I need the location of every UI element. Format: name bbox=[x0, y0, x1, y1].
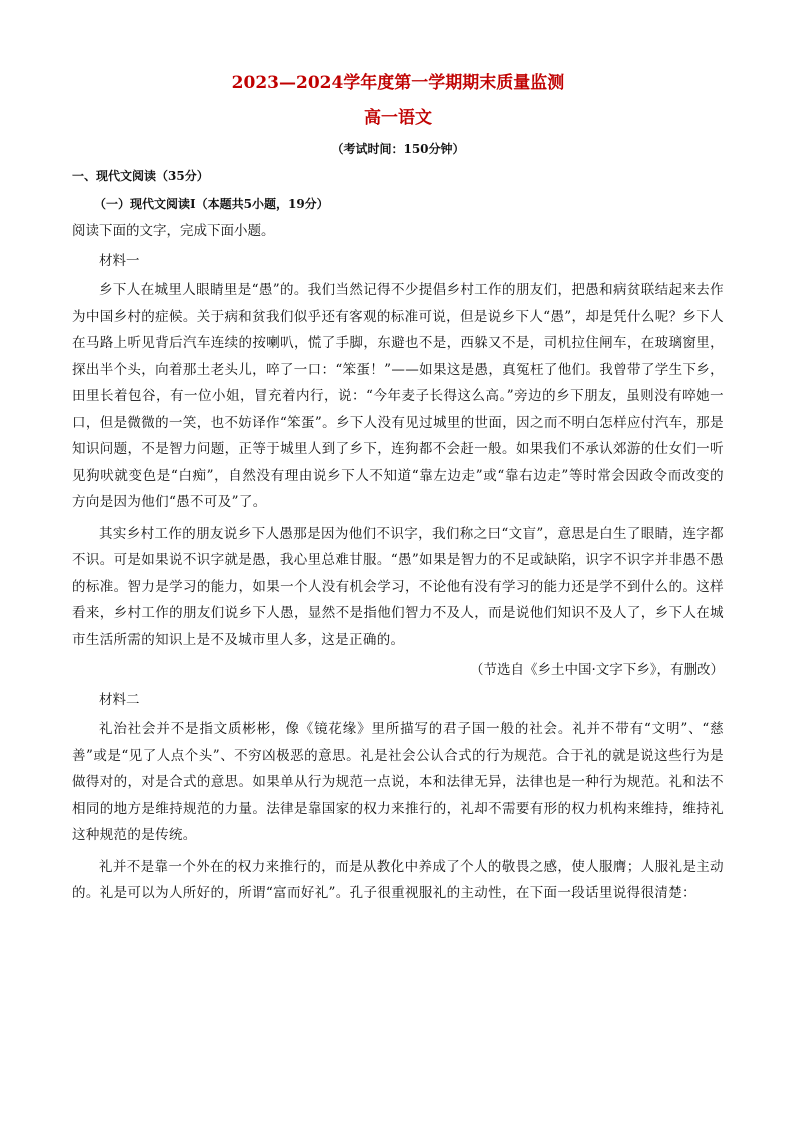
material-one-paragraph-1: 乡下人在城里人眼睛里是“愚”的。我们当然记得不少提倡乡村工作的朋友们，把愚和病贫联结起来去作为中国乡村的症候。关于病和贫我们似乎还有客观的标准可说，但是说乡下人“愚”，却是凭什么呢？乡下人在马路上听见背后汽车连续的按喇叭，慌了手脚，东避也不是，西躲又不是，司机拉住闸车，在玻璃窗里，探出半个头，向着那土老头儿，啐了一口：“笨蛋！”——如果这是愚，真冤枉了他们。我曾带了学生下乡，田里长着包谷，有一位小姐，冒充着内行，说：“今年麦子长得这么高。”旁边的乡下朋友，虽则没有啐她一口，但是微微的一笑，也不妨译作“笨蛋”。乡下人没有见过城里的世面，因之而不明白怎样应付汽车，那是知识问题，不是智力问题，正等于城里人到了乡下，连狗都不会赶一般。如果我们不承认郊游的仕女们一听见狗吠就变色是“白痴”，自然没有理由说乡下人不知道“靠左边走”或“靠右边走”等时常会因政令而改变的方向是因为他们“愚不可及”了。 bbox=[72, 282, 724, 510]
material-two-label: 材料二 bbox=[99, 692, 140, 708]
exam-time: （考试时间：150分钟） bbox=[331, 142, 465, 156]
subsection-heading: （一）现代文阅读Ⅰ（本题共5小题，19分） bbox=[94, 197, 329, 211]
document-title: 2023—2024学年度第一学期期末质量监测 bbox=[231, 73, 565, 93]
material-two-paragraph-2: 礼并不是靠一个外在的权力来推行的，而是从教化中养成了个人的敬畏之感，使人服膺；人服礼是主动的。礼是可以为人所好的，所谓“富而好礼”。孔子很重视服礼的主动性，在下面一段话里说得很清楚： bbox=[72, 858, 724, 901]
document-subtitle: 高一语文 bbox=[364, 108, 432, 128]
material-one-source: （节选自《乡土中国·文字下乡》，有删改） bbox=[469, 662, 724, 678]
material-one-paragraph-2: 其实乡村工作的朋友说乡下人愚那是因为他们不识字，我们称之曰“文盲”，意思是白生了眼睛，连字都不识。可是如果说不识字就是愚，我心里总难甘服。“愚”如果是智力的不足或缺陷，识字不识字并非愚不愚的标准。智力是学习的能力，如果一个人没有机会学习，不论他有没有学习的能力还是学不到什么的。这样看来，乡村工作的朋友们说乡下人愚，显然不是指他们智力不及人，而是说他们知识不及人了，乡下人在城市生活所需的知识上是不及城市里人多，这是正确的。 bbox=[72, 525, 724, 648]
reading-instruction: 阅读下面的文字，完成下面小题。 bbox=[72, 223, 275, 239]
document-page bbox=[72, 60, 724, 907]
section-heading: 一、现代文阅读（35分） bbox=[72, 169, 209, 183]
material-one-label: 材料一 bbox=[99, 253, 140, 269]
material-two-paragraph-1: 礼治社会并不是指文质彬彬，像《镜花缘》里所描写的君子国一般的社会。礼并不带有“文明”、“慈善”或是“见了人点个头”、不穷凶极恶的意思。礼是社会公认合式的行为规范。合于礼的就是说这些行为是做得对的，对是合式的意思。如果单从行为规范一点说，本和法律无异，法律也是一种行为规范。礼和法不相同的地方是维持规范的力量。法律是靠国家的权力来推行的，礼却不需要有形的权力机构来维持，维持礼这种规范的是传统。 bbox=[72, 721, 724, 843]
